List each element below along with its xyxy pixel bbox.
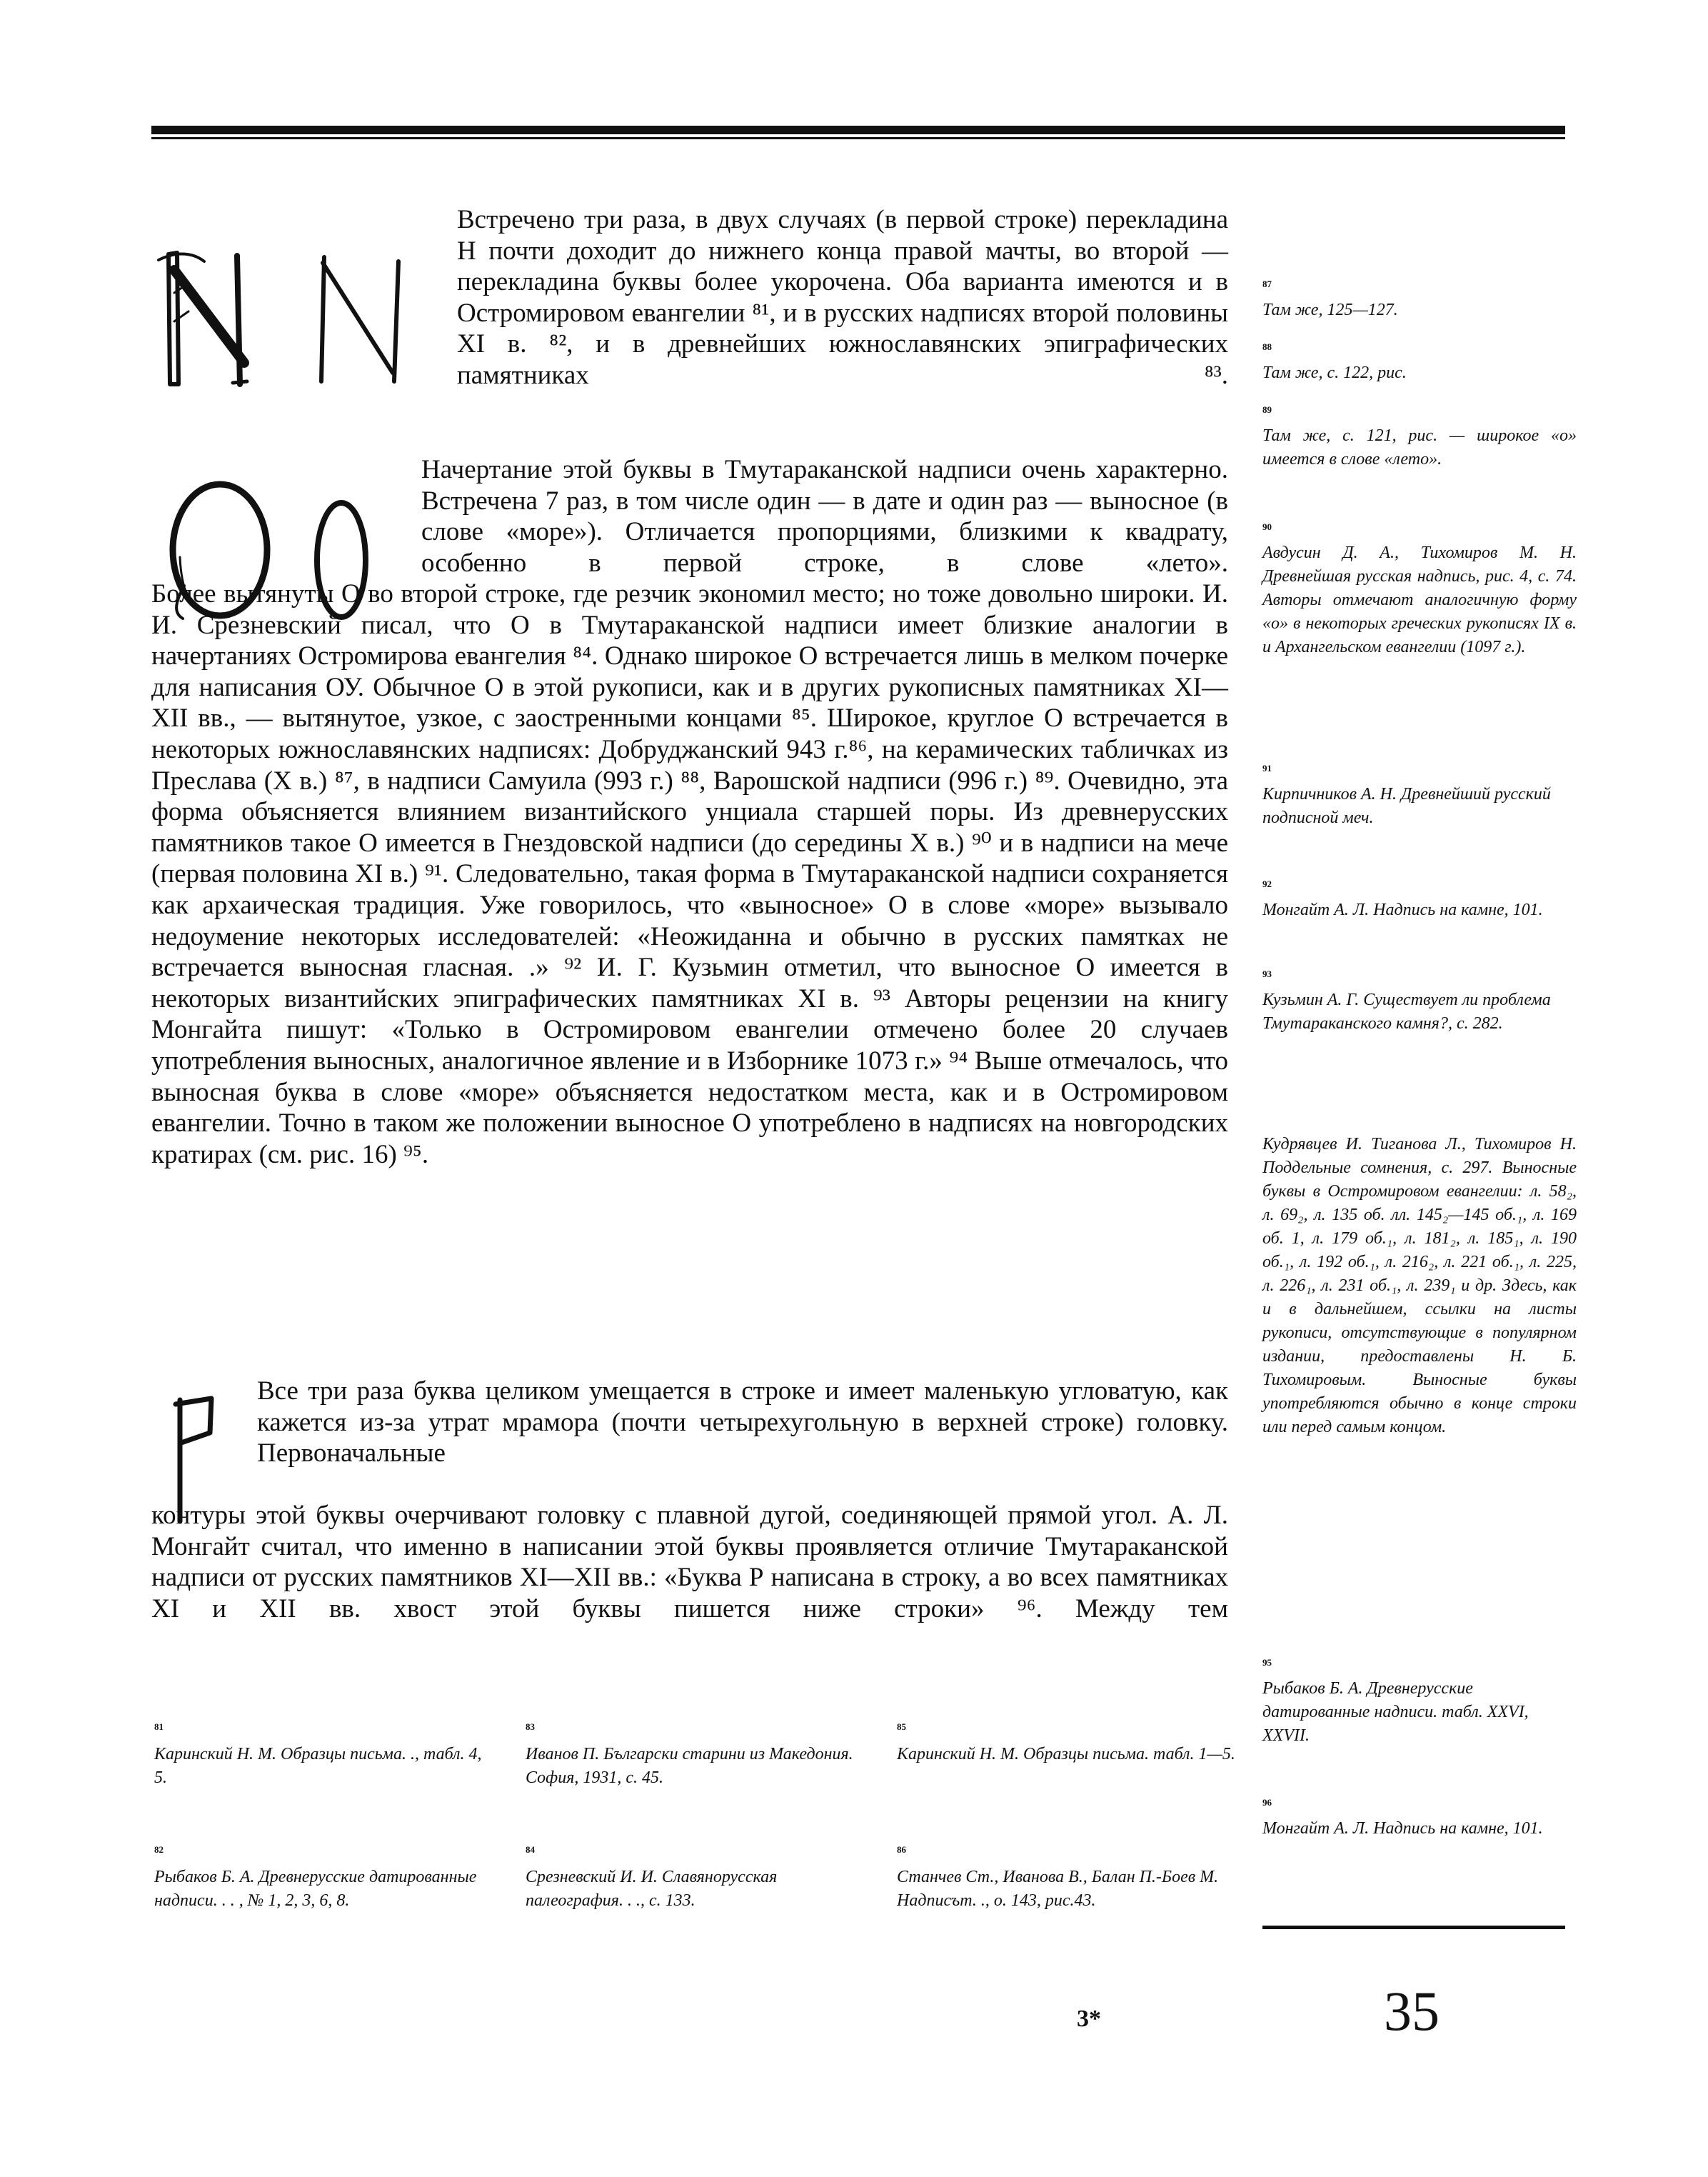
paragraph-letter-p-intro: Все три раза буква целиком умещается в строке и имеет маленькую угловатую, как кажется из-за утрат мрамора (почти четырехугольную в верхней строке) головку. Первоначальные — [257, 1376, 1228, 1468]
side-note-number: 88 — [1262, 341, 1272, 352]
side-note: Кузьмин А. Г. Существует ли проблема Тмутараканского камня?, с. 282. — [1262, 991, 1551, 1033]
side-note: Монгайт А. Л. Надпись на камне, 101. — [1262, 1819, 1543, 1838]
page-number: 35 — [1384, 1980, 1440, 2042]
side-note-number: 96 — [1262, 1797, 1272, 1808]
side-note: Кирпичников А. Н. Древнейший русский подписной меч. — [1262, 785, 1551, 827]
paragraph-letter-n: Встречено три раза, в двух случаях (в первой строке) перекладина Н почти доходит до нижнего конца правой мачты, во второй — перекладина буквы более укорочена. Оба варианта имеются и в Остромировом евангелии ⁸¹, и в русских надписях второй половины XI в. ⁸², и в древнейших южнославянских эпиграфических памятниках ⁸³. — [457, 205, 1228, 390]
top-rule-thin — [151, 137, 1565, 139]
side-note: Кудрявцев И. Тиганова Л., Тихомиров Н. Поддельные сомнения, с. 297. Выносные буквы в Остромировом евангелии: л. 58₂, л. 69₂, л. 135 об. лл. 145₂—145 об.₁, л. 169 об. 1, л. 179 об.₁, л. 181₂, л. 185₁, л. 190 об.₁, л. 192 об.₁, л. 216₂, л. 221 об.₁, л. 225, л. 226₁, л. 231 об.₁, л. 239₁ и др. Здесь, как и в дальнейшем, ссылки на листы рукописи, отсутствующие в популярном издании, предоставлены Н. Б. Тихомировым. Выносные буквы употребляются обычно в конце строки или перед самым концом. — [1262, 1135, 1577, 1436]
side-note-number: 95 — [1262, 1657, 1272, 1668]
side-note: Рыбаков Б. А. Древнерусские датированные надписи. табл. XXVI, XXVII. — [1262, 1679, 1529, 1745]
side-note-number: 90 — [1262, 521, 1272, 532]
side-note-number: 87 — [1262, 279, 1272, 289]
top-rule — [151, 126, 1565, 134]
bottom-note-number: 85 — [897, 1721, 906, 1732]
bottom-note: Иванов П. Български старини из Македония. София, 1931, с. 45. — [526, 1745, 853, 1787]
printer-signature: 3* — [1077, 2006, 1101, 2032]
bottom-note-number: 81 — [154, 1721, 164, 1732]
side-note: Авдусин Д. А., Тихомиров М. Н. Древнейшая русская надпись, рис. 4, с. 74. Авторы отмечают аналогичную форму «о» в некоторых греческих рукописях IX в. и Архангельском евангелии (1097 г.). — [1262, 544, 1577, 656]
bottom-note: Станчев Ст., Иванова В., Балан П.-Боев М. Надписът. ., о. 143, рис.43. — [897, 1868, 1219, 1910]
bottom-note-number: 86 — [897, 1844, 906, 1855]
side-note-number: 91 — [1262, 763, 1272, 774]
side-note-number: 89 — [1262, 404, 1272, 415]
bottom-note-number: 84 — [526, 1844, 535, 1855]
paragraph-letter-o: Более вытянуты О во второй строке, где резчик экономил место; но тоже довольно широки. И. И. Срезневский писал, что О в Тмутараканской надписи имеет близкие аналогии в начертаниях Остромирова евангелия ⁸⁴. Однако широкое О встречается лишь в мелком почерке для написания ОУ. Обычное О в этой рукописи, как и в других рукописных памятниках XI—XII вв., — вытянутое, узкое, с заостренными концами ⁸⁵. Широкое, круглое О встречается в некоторых южнославянских надписях: Добруджанский 943 г.⁸⁶, на керамических табличках из Преслава (X в.) ⁸⁷, в надписи Самуила (993 г.) ⁸⁸, Варошской надписи (996 г.) ⁸⁹. Очевидно, эта форма объясняется влиянием византийского унциала старшей поры. Из древнерусских памятников такое О имеется в Гнездовской надписи (до середины X в.) ⁹⁰ и в надписи на мече (первая половина XI в.) ⁹¹. Следовательно, такая форма в Тмутараканской надписи сохраняется как архаическая традиция. Уже говорилось, что «выносное» О в слове «море» вызывало недоумение некоторых исследователей: «Неожиданна и обычно в русских памятках не встречается выносная гласная. .» ⁹² И. Г. Кузьмин отметил, что выносное О имеется в некоторых византийских эпиграфических памятниках XI в. ⁹³ Авторы рецензии на книгу Монгайта пишут: «Только в Остромировом евангелии отмечено более 20 случаев употребления выносных, аналогичное явление и в Изборнике 1073 г.» ⁹⁴ Выше отмечалось, что выносная буква в слове «море» объясняется недостатком места, как и в Остромировом евангелии. Точно в таком же положении выносное О употреблено в надписях на новгородских кратирах (см. рис. 16) ⁹⁵. — [151, 579, 1228, 1169]
bottom-note: Каринский Н. М. Образцы письма. ., табл. 4, 5. — [154, 1745, 482, 1787]
paragraph-letter-o-intro: Начертание этой буквы в Тмутараканской надписи очень характерно. Встречена 7 раз, в том числе один — в дате и один раз — выносное (в слове «море»). Отличается пропорциями, близкими к квадрату, особенно в первой строке, в слове «лето». — [421, 455, 1228, 578]
paragraph-letter-p: контуры этой буквы очерчивают головку с плавной дугой, соединяющей прямой угол. А. Л. Монгайт считал, что именно в написании этой буквы проявляется отличие Тмутараканской надписи от русских памятников XI—XII вв.: «Буква Р написана в строку, а во всех памятниках XI и XII вв. хвост этой буквы пишется ниже строки» ⁹⁶. Между тем — [151, 1501, 1228, 1623]
bottom-rule — [1262, 1926, 1565, 1929]
side-note: Монгайт А. Л. Надпись на камне, 101. — [1262, 901, 1543, 919]
letter-n-specimen — [153, 241, 417, 391]
bottom-note-number: 82 — [154, 1844, 164, 1855]
bottom-note: Рыбаков Б. А. Древнерусские датированные надписи. . . , № 1, 2, 3, 6, 8. — [154, 1868, 477, 1910]
bottom-note: Каринский Н. М. Образцы письма. табл. 1—5. — [897, 1745, 1235, 1763]
side-note: Там же, с. 121, рис. — широкое «о» имеется в слове «лето». — [1262, 426, 1577, 469]
side-note: Там же, с. 122, рис. — [1262, 364, 1407, 382]
side-note: Там же, 125—127. — [1262, 301, 1398, 319]
bottom-note: Срезневский И. И. Славянорусская палеография. . ., с. 133. — [526, 1868, 778, 1910]
side-note-number: 92 — [1262, 879, 1272, 889]
side-note-number: 93 — [1262, 969, 1272, 979]
bottom-note-number: 83 — [526, 1721, 535, 1732]
